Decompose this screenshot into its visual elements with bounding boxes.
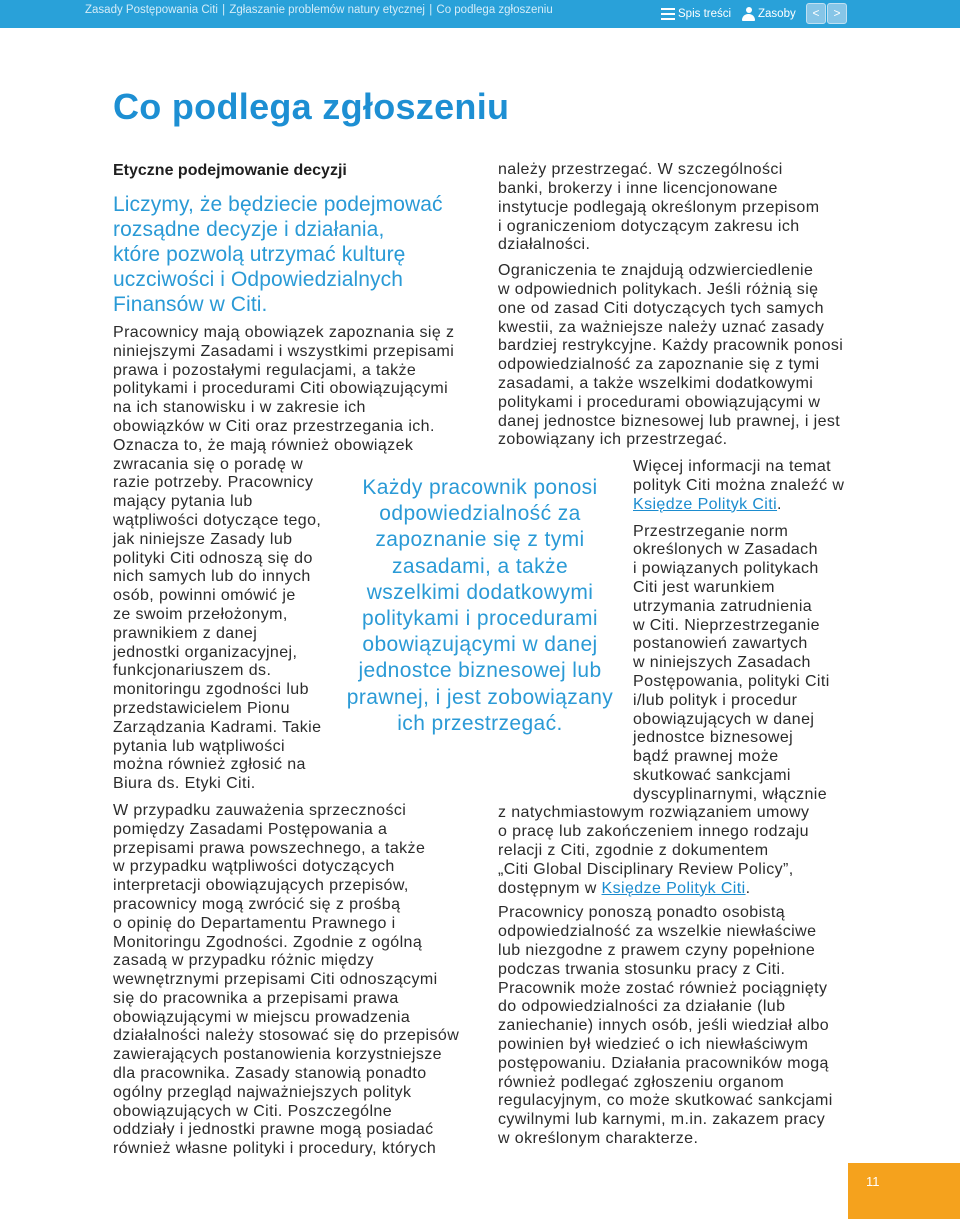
table-of-contents-button[interactable] [661,0,731,28]
text-line: i/lub polityk i procedur [633,691,798,709]
text-line: ich przestrzegać. [397,711,563,735]
menu-icon-bar [661,8,675,10]
text-segment: dostępnym w [498,879,602,897]
breadcrumb-item-raising-concerns: Zgłaszanie problemów natury etycznej [229,4,425,16]
text-line: wewnętrznymi przepisami Citi odnoszącymi [113,971,438,989]
paragraph [113,324,459,437]
text-line: określonych w Zasadach [633,541,818,559]
text-line: rozsądne decyzje i działania, [113,218,385,241]
paragraph [113,802,459,1159]
menu-icon-bar [661,18,675,20]
text-line: w niniejszych Zasadach [633,654,811,672]
text-line: należy przestrzegać. W szczególności [498,161,783,179]
previous-page-button[interactable]: < [806,3,826,24]
text-line: jednostce biznesowej [633,729,794,747]
text-line: prawnikiem z danej [113,624,258,642]
text-line: cywilnymi lub karnymi, m.in. zakazem pracy [498,1111,826,1129]
left-text-column [113,324,459,1159]
person-icon-body [742,14,755,21]
text-line: odpowiedzialność za zapoznanie się z tymi [498,356,820,374]
text-line: Każdy pracownik ponosi [362,476,598,499]
text-line: W przypadku zauważenia sprzeczności [113,801,407,819]
text-line: zwracania się o poradę w [113,455,304,473]
text-line: obowiązujących w Citi. Poszczególne [113,1102,393,1120]
text-line: politykami i procedurami obowiązującymi w [498,393,821,411]
text-line: prawa i pozostałymi regulacjami, a także [113,361,417,379]
paragraph-part-beside-quote [498,523,844,805]
text-line: zasadami, a także [391,554,569,578]
policy-book-link[interactable]: Księdze Polityk Citi [633,495,778,513]
text-line: Monitoringu Zgodności. Zgodnie z ogólną [113,933,423,951]
text-line: w odpowiednich politykach. Jeśli różnią się [498,280,819,298]
text-line: Ograniczenia te znajdują odzwierciedlenie [498,262,814,280]
text-line: dyscyplinarnymi, włącznie [633,785,828,803]
text-line: Pracownicy ponoszą ponadto osobistą [498,904,786,922]
table-of-contents-label: Spis treści [678,8,732,20]
breadcrumb-separator: | [222,4,226,16]
text-line: ze swoim przełożonym, [113,605,288,623]
text-line: Biura ds. Etyki Citi. [113,775,256,793]
text-line: funkcjonariuszem ds. [113,662,272,680]
text-line: zapoznanie się z tymi [375,528,585,552]
person-icon-head [746,7,752,13]
text-line: obowiązującymi w miejscu prowadzenia [113,1008,411,1026]
text-line: z natychmiastowym rozwiązaniem umowy [498,804,810,822]
text-line: Citi jest warunkiem [633,578,775,596]
text-line: zasadami, a także wszelkimi dodatkowymi [498,374,814,392]
text-line: w określonym charakterze. [498,1130,699,1148]
policy-book-link[interactable]: Księdze Polityk Citi [601,879,746,897]
text-line: obowiązujących w danej [633,710,815,728]
text-line: dla pracownika. Zasady stanowią ponadto [113,1065,427,1083]
text-line: do odpowiedzialności za działanie (lub [498,998,786,1016]
text-line: politykami i procedurami Citi obowiązującymi [113,380,449,398]
text-line: oddziały i jednostki prawne mogą posiadać [113,1121,434,1139]
text-line: również własne polityki i procedury, których [113,1140,437,1158]
text-line: Liczymy, że będziecie podejmować [113,193,443,216]
text-line: relacji z Citi, zgodnie z dokumentem [498,842,769,860]
text-line: pytania lub wątpliwości [113,737,285,755]
text-line: działalności należy stosować się do przepisów [113,1027,460,1045]
breadcrumb [85,2,553,18]
text-line: obowiązków w Citi oraz przestrzegania ich. [113,417,435,435]
text-line: przepisami prawa powszechnego, a także [113,839,426,857]
text-line: obowiązującymi w danej [362,633,598,657]
text-line: kwestii, za ważniejsze należy uznać zasady [498,318,825,336]
text-segment: . [777,495,782,513]
text-line: również podlegać zgłoszeniu organom [498,1073,785,1091]
text-line: Więcej informacji na temat [633,458,832,476]
text-line: zasadą w przypadku różnic między [113,952,374,970]
text-line: regulacyjnym, co może skutkować sankcjami [498,1092,833,1110]
text-line: Finansów w Citi. [113,293,268,316]
text-line: można również zgłosić na [113,756,306,774]
text-line: odpowiedzialność za wszelkie niewłaściwe [498,923,817,941]
text-line: które pozwolą utrzymać kulturę [113,243,406,266]
page-number: 11 [866,1174,880,1189]
text-line: o pracę lub zakończeniem innego rodzaju [498,823,809,841]
text-line: Zarządzania Kadrami. Takie [113,718,322,736]
text-line: wszelkimi dodatkowymi [366,580,594,604]
paragraph [498,262,844,450]
text-line: razie potrzeby. Pracownicy [113,474,314,492]
text-line: o opinię do Departamentu Prawnego i [113,914,396,932]
paragraph-compliance [498,523,844,899]
text-line: nich samych lub do innych [113,568,311,586]
resources-label: Zasoby [758,8,796,20]
text-line: prawnej, i jest zobowiązany [346,685,614,709]
text-line: zobowiązany ich przestrzegać. [498,431,728,449]
text-line: monitoringu zgodności lub [113,681,309,699]
text-line: Oznacza to, że mają również obowiązek [113,436,414,454]
text-line [633,496,844,515]
text-line: na ich stanowisku i w zakresie ich [113,399,366,417]
text-line: bądź prawnej może [633,748,779,766]
text-line: postępowaniu. Działania pracowników mogą [498,1054,829,1072]
text-line: odpowiedzialność za [379,502,581,526]
breadcrumb-item-current-page: Co podlega zgłoszeniu [436,4,553,16]
text-line: zawierających postanowienia korzystniejsze [113,1046,442,1064]
text-line [498,880,844,899]
text-line: jak niniejsze Zasady lub [113,530,293,548]
text-segment: . [745,879,751,897]
paragraph [498,161,844,255]
text-line: jednostce biznesowej lub [358,659,602,683]
text-line: pomiędzy Zasadami Postępowania a [113,820,388,838]
text-line: zaniechanie) innych osób, jeśli wiedział albo [498,1017,830,1035]
text-line: one od zasad Citi dotyczących tych samych [498,299,824,317]
text-line: polityk Citi można znaleźć w [633,476,845,494]
text-line: Postępowania, polityki Citi [633,672,830,690]
text-line: uczciwości i Odpowiedzialnych [113,268,404,291]
next-page-button[interactable]: > [827,3,847,24]
text-line: interpretacji obowiązujących przepisów, [113,877,409,895]
text-line: utrzymania zatrudnienia [633,597,813,615]
text-line: mający pytania lub [113,493,253,511]
breadcrumb-separator: | [429,4,433,16]
breadcrumb-item-code-of-conduct: Zasady Postępowania Citi [85,4,218,16]
text-line: pracownicy mogą zwrócić się z prośbą [113,895,401,913]
text-line: jednostki organizacyjnej, [113,643,298,661]
text-line: i powiązanych politykach [633,560,819,578]
right-text-column [498,161,844,1149]
text-line: postanowień zawartych [633,635,808,653]
text-line: przedstawicielem Pionu [113,699,290,717]
text-line: bardziej restrykcyjne. Każdy pracownik ponosi [498,337,844,355]
page-title: Co podlega zgłoszeniu [113,86,510,127]
text-line: polityki Citi odnoszą się do [113,549,313,567]
text-line: lub niezgodne z prawem czyny popełnione [498,942,816,960]
person-icon [742,7,755,21]
text-line: banki, brokerzy i inne licencjonowane [498,179,778,197]
text-line: danej jednostce biznesowej lub prawnej, i jest [498,412,841,430]
text-line: „Citi Global Disciplinary Review Policy”, [498,860,794,878]
text-line: i ograniczeniom dotyczącym zakresu ich [498,217,800,235]
text-line: się do pracownika a przepisami prawa [113,989,399,1007]
text-line: osób, powinni omówić je [113,587,296,605]
text-line: działalności. [498,236,591,254]
text-line: Pracownik może zostać również pociągnięty [498,979,828,997]
menu-icon-bar [661,13,675,15]
text-line: podczas trwania stosunku pracy z Citi. [498,960,786,978]
text-line: w Citi. Nieprzestrzeganie [633,616,820,634]
text-line: instytucje podlegają określonym przepisom [498,198,820,216]
top-navigation-bar [0,0,960,28]
text-line: wątpliwości dotyczące tego, [113,511,322,529]
page-number-badge [848,1163,960,1219]
resources-button[interactable] [742,0,796,28]
text-line: skutkować sankcjami [633,766,791,784]
text-line: politykami i procedurami [361,607,599,631]
text-line: Pracownicy mają obowiązek zapoznania się z [113,324,455,341]
paragraph-more-info [498,458,844,514]
text-line: powinien był wiedzieć o ich niewłaściwym [498,1036,809,1054]
menu-icon [661,8,675,20]
intro-statement [113,192,443,317]
paragraph-part-full-width [498,804,844,898]
text-line: ogólny przegląd najważniejszych polityk [113,1083,412,1101]
text-line: niniejszymi Zasadami i wszystkimi przepisami [113,342,455,360]
section-heading: Etyczne podejmowanie decyzji [113,162,347,179]
text-line: w przypadku wątpliwości dotyczących [113,858,395,876]
paragraph [498,904,844,1148]
text-line: Przestrzeganie norm [633,522,789,540]
